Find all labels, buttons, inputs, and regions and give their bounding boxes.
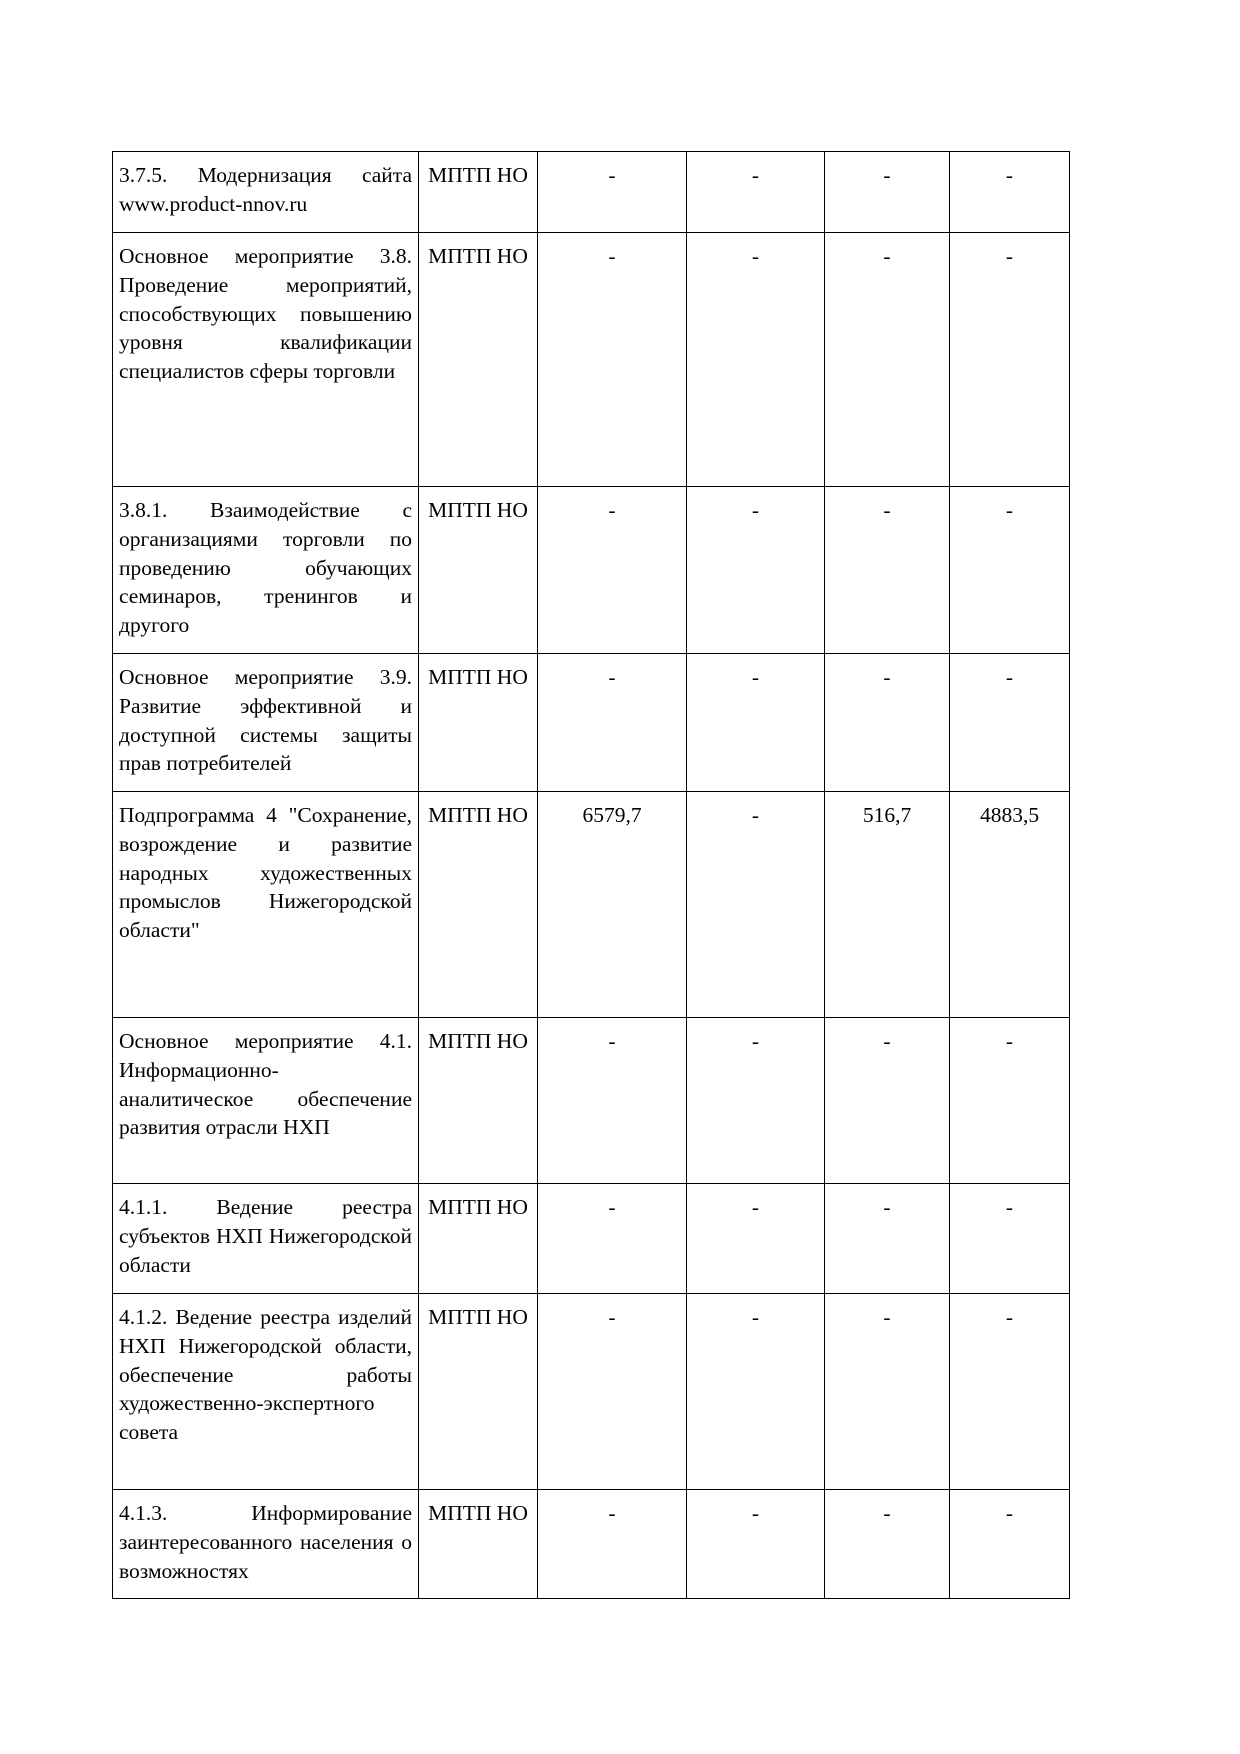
value-cell: - bbox=[538, 654, 687, 792]
value-cell: - bbox=[687, 1184, 825, 1294]
executor-cell: МПТП НО bbox=[419, 1184, 538, 1294]
value-cell: - bbox=[687, 1490, 825, 1599]
value-cell: - bbox=[687, 1294, 825, 1490]
program-table bbox=[112, 151, 1070, 1599]
value-cell: - bbox=[687, 233, 825, 487]
value-cell: - bbox=[825, 1490, 950, 1599]
value-cell: - bbox=[538, 1184, 687, 1294]
value-cell: - bbox=[825, 1294, 950, 1490]
value-cell: - bbox=[538, 1490, 687, 1599]
value-cell: - bbox=[950, 1018, 1070, 1184]
value-cell: - bbox=[950, 1294, 1070, 1490]
value-cell: - bbox=[950, 1490, 1070, 1599]
value-cell: - bbox=[687, 152, 825, 233]
table-row bbox=[113, 233, 1070, 487]
value-cell: - bbox=[687, 654, 825, 792]
value-cell: - bbox=[950, 654, 1070, 792]
value-cell: - bbox=[950, 487, 1070, 654]
value-cell: - bbox=[825, 233, 950, 487]
row-name-cell: Основное мероприятие 3.9. Развитие эффективной и доступной системы защиты прав потребителей bbox=[113, 654, 419, 792]
table-row bbox=[113, 792, 1070, 1018]
value-cell: - bbox=[687, 792, 825, 1018]
table-row bbox=[113, 654, 1070, 792]
executor-cell: МПТП НО bbox=[419, 233, 538, 487]
row-name-cell: 4.1.2. Ведение реестра изделий НХП Нижегородской области, обеспечение работы художественно-экспертного совета bbox=[113, 1294, 419, 1490]
row-name-cell: 3.8.1. Взаимодействие с организациями торговли по проведению обучающих семинаров, тренингов и другого bbox=[113, 487, 419, 654]
row-name-cell: Подпрограмма 4 "Сохранение, возрождение и развитие народных художественных промыслов Нижегородской области" bbox=[113, 792, 419, 1018]
value-cell: - bbox=[825, 1184, 950, 1294]
value-cell: - bbox=[538, 1294, 687, 1490]
value-cell: - bbox=[538, 233, 687, 487]
executor-cell: МПТП НО bbox=[419, 487, 538, 654]
value-cell: 4883,5 bbox=[950, 792, 1070, 1018]
table-row bbox=[113, 1294, 1070, 1490]
row-name-cell: Основное мероприятие 3.8. Проведение мероприятий, способствующих повышению уровня квалификации специалистов сферы торговли bbox=[113, 233, 419, 487]
value-cell: - bbox=[538, 152, 687, 233]
value-cell: - bbox=[538, 1018, 687, 1184]
row-name-cell: Основное мероприятие 4.1. Информационно-аналитическое обеспечение развития отрасли НХП bbox=[113, 1018, 419, 1184]
value-cell: - bbox=[538, 487, 687, 654]
value-cell: - bbox=[950, 152, 1070, 233]
value-cell: - bbox=[825, 152, 950, 233]
value-cell: 516,7 bbox=[825, 792, 950, 1018]
row-name-cell: 4.1.1. Ведение реестра субъектов НХП Нижегородской области bbox=[113, 1184, 419, 1294]
value-cell: - bbox=[825, 654, 950, 792]
executor-cell: МПТП НО bbox=[419, 1294, 538, 1490]
table-row bbox=[113, 152, 1070, 233]
value-cell: - bbox=[825, 1018, 950, 1184]
row-name-cell: 4.1.3. Информирование заинтересованного населения о возможностях bbox=[113, 1490, 419, 1599]
value-cell: - bbox=[687, 487, 825, 654]
value-cell: - bbox=[687, 1018, 825, 1184]
executor-cell: МПТП НО bbox=[419, 792, 538, 1018]
table-row bbox=[113, 487, 1070, 654]
value-cell: - bbox=[950, 1184, 1070, 1294]
executor-cell: МПТП НО bbox=[419, 1018, 538, 1184]
table-row bbox=[113, 1490, 1070, 1599]
value-cell: - bbox=[825, 487, 950, 654]
executor-cell: МПТП НО bbox=[419, 654, 538, 792]
row-name-cell: 3.7.5. Модернизация сайта www.product-nnov.ru bbox=[113, 152, 419, 233]
value-cell: 6579,7 bbox=[538, 792, 687, 1018]
executor-cell: МПТП НО bbox=[419, 152, 538, 233]
table-row bbox=[113, 1184, 1070, 1294]
executor-cell: МПТП НО bbox=[419, 1490, 538, 1599]
value-cell: - bbox=[950, 233, 1070, 487]
table-row bbox=[113, 1018, 1070, 1184]
